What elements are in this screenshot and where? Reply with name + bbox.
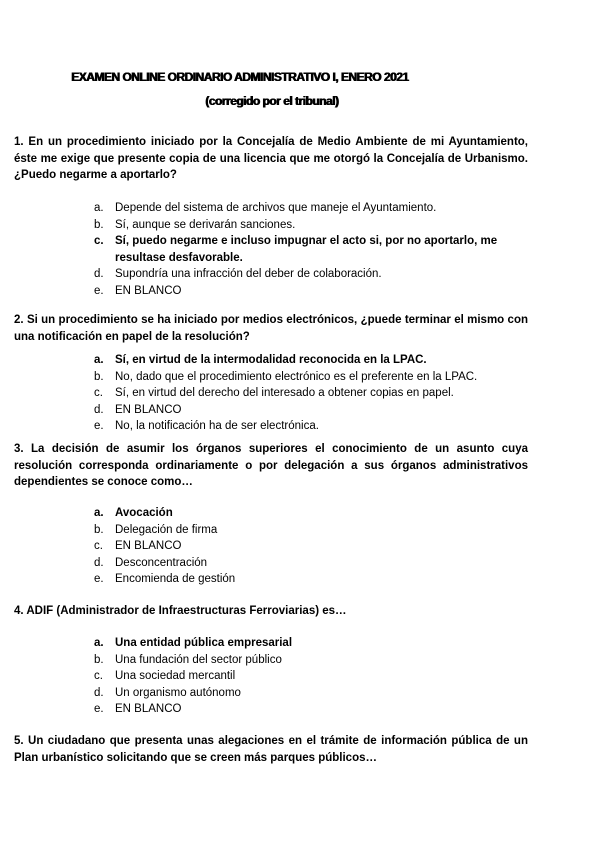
option-text: Avocación — [115, 507, 173, 519]
option-letter: d. — [94, 403, 104, 416]
option-letter: d. — [94, 686, 104, 699]
question-2-option-b — [94, 369, 534, 386]
option-letter: e. — [94, 703, 104, 715]
question-4-option-c — [94, 668, 534, 685]
question-4: 4. ADIF (Administrador de Infraestructuras Ferroviarias) es… — [14, 605, 347, 617]
option-text: Una sociedad mercantil — [115, 670, 236, 682]
question-1-option-a — [94, 200, 534, 217]
question-4-options — [94, 635, 534, 718]
option-text: EN BLANCO — [115, 540, 182, 552]
question-4-option-b — [94, 652, 534, 669]
question-3-option-b — [94, 522, 534, 539]
option-text: Un organismo autónomo — [115, 686, 241, 699]
question-2-option-a-correct — [94, 352, 534, 369]
option-letter: b. — [94, 370, 104, 383]
question-2-option-c — [94, 385, 534, 402]
question-2: 2. Si un procedimiento se ha iniciado por medios electrónicos, ¿puede terminar el mismo con una notificación en papel de la resolución? — [14, 314, 528, 343]
option-letter: d. — [94, 556, 104, 569]
option-text: Delegación de firma — [115, 523, 218, 536]
option-letter: e. — [94, 420, 104, 432]
option-letter: d. — [94, 268, 104, 280]
option-letter: e. — [94, 284, 104, 297]
option-text: No, dado que el procedimiento electrónico es el preferente en la LPAC. — [115, 370, 478, 383]
question-1-options — [94, 200, 534, 299]
exam-subtitle: (corregido por el tribunal) — [205, 94, 339, 108]
option-text: EN BLANCO — [115, 403, 182, 416]
question-1-option-d — [94, 266, 534, 283]
option-text: Sí, en virtud de la intermodalidad reconocida en la LPAC. — [115, 354, 427, 366]
option-letter: a. — [94, 354, 104, 366]
question-3-option-d — [94, 555, 534, 572]
option-text: Sí, en virtud del derecho del interesado a obtener copias en papel. — [115, 387, 454, 399]
question-4-option-e — [94, 701, 534, 718]
question-3: 3. La decisión de asumir los órganos superiores el conocimiento de un asunto cuya resolución corresponda ordinariamente o por delegación a sus órganos administrativos dependientes se conoce como… — [14, 443, 528, 488]
option-letter: c. — [94, 540, 103, 552]
question-1-option-b — [94, 217, 534, 234]
question-3-options — [94, 505, 534, 588]
option-text: Supondría una infracción del deber de colaboración. — [115, 268, 382, 280]
question-1-option-e — [94, 283, 534, 300]
question-4-option-a-correct — [94, 635, 534, 652]
question-3-option-e — [94, 571, 534, 588]
option-letter: a. — [94, 507, 104, 519]
option-letter: a. — [94, 637, 104, 649]
question-1-option-c-correct — [94, 233, 534, 266]
option-letter: b. — [94, 653, 104, 666]
exam-title: EXAMEN ONLINE ORDINARIO ADMINISTRATIVO I, ENERO 2021 — [71, 70, 409, 84]
option-text: Encomienda de gestión — [115, 573, 236, 585]
question-2-option-d — [94, 402, 534, 419]
option-text: EN BLANCO — [115, 703, 182, 715]
option-text: No, la notificación ha de ser electrónica. — [115, 420, 319, 432]
option-text: Una fundación del sector público — [115, 653, 282, 666]
question-5: 5. Un ciudadano que presenta unas alegaciones en el trámite de información pública de un Plan urbanístico solicitando que se creen más parques públicos… — [14, 735, 528, 764]
option-text: Sí, aunque se derivarán sanciones. — [115, 218, 296, 231]
option-text: Desconcentración — [115, 556, 208, 569]
option-letter: b. — [94, 218, 104, 231]
option-letter: e. — [94, 573, 104, 585]
option-letter: c. — [94, 387, 103, 399]
question-1: 1. En un procedimiento iniciado por la Concejalía de Medio Ambiente de mi Ayuntamiento, éste me exige que presente copia de una licencia que me otorgó la Concejalía de Urbanismo. ¿Puedo negarme a aportarlo? — [14, 136, 528, 181]
question-3-option-c — [94, 538, 534, 555]
question-3-option-a-correct — [94, 505, 534, 522]
question-2-option-e — [94, 418, 534, 435]
option-letter: c. — [94, 235, 104, 247]
option-text: Depende del sistema de archivos que maneje el Ayuntamiento. — [115, 202, 437, 214]
option-text: Sí, puedo negarme e incluso impugnar el acto si, por no aportarlo, me resultase desfavorable. — [115, 235, 498, 264]
question-4-option-d — [94, 685, 534, 702]
option-letter: a. — [94, 202, 104, 214]
option-letter: c. — [94, 670, 103, 682]
option-letter: b. — [94, 523, 104, 536]
question-2-options — [94, 352, 534, 435]
option-text: EN BLANCO — [115, 284, 182, 297]
option-text: Una entidad pública empresarial — [115, 637, 293, 649]
